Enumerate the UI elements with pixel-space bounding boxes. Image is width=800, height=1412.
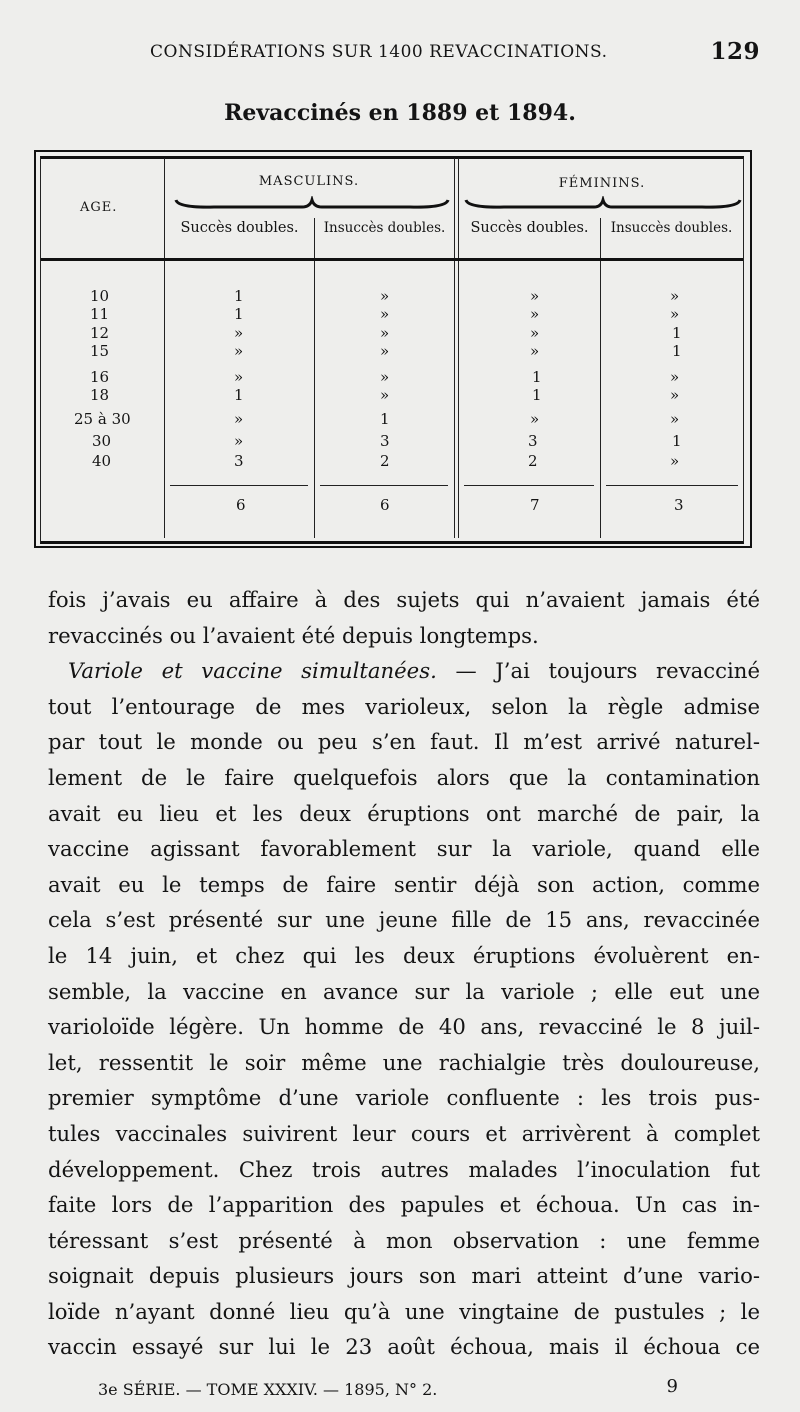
value-cell: » bbox=[670, 410, 680, 428]
age-cell: 30 bbox=[92, 432, 112, 450]
group-brace bbox=[174, 196, 450, 212]
text-line: cela s’est présenté sur une jeune fille de 15 ans, revaccinée bbox=[48, 907, 760, 933]
totals-rule bbox=[320, 485, 448, 486]
value-cell: 1 bbox=[234, 386, 244, 404]
text-line bbox=[48, 653, 760, 689]
text-line: premier symptôme d’une variole confluente : les trois pus- bbox=[48, 1085, 760, 1111]
page-footer bbox=[98, 1376, 678, 1404]
col-rule bbox=[600, 218, 601, 538]
table-title: Revaccinés en 1889 et 1894. bbox=[224, 100, 576, 126]
value-cell: » bbox=[234, 410, 244, 428]
text-line: le 14 juin, et chez qui les deux éruptions évoluèrent en- bbox=[48, 942, 760, 968]
col-rule bbox=[314, 218, 315, 538]
column-header: Insuccès doubles. bbox=[610, 220, 733, 236]
header-rule bbox=[41, 258, 743, 261]
group-rule bbox=[454, 158, 455, 538]
totals-rule bbox=[464, 485, 594, 486]
group-rule bbox=[458, 158, 459, 538]
text-line: varioloïde légère. Un homme de 40 ans, revacciné le 8 juil- bbox=[48, 1014, 760, 1040]
column-header: Succès doubles. bbox=[180, 220, 299, 236]
text-line: fois j’avais eu affaire à des sujets qui n’avaient jamais été bbox=[48, 587, 760, 612]
signature-mark: 3e SÉRIE. — TOME XXXIV. — 1895, N° 2. bbox=[98, 1380, 438, 1399]
totals-rule bbox=[170, 485, 308, 486]
text-line: revaccinés ou l’avaient été depuis longtemps. bbox=[48, 622, 539, 648]
age-cell: 12 bbox=[90, 324, 110, 342]
page-number: 129 bbox=[710, 38, 760, 65]
column-header: Insuccès doubles. bbox=[323, 220, 446, 236]
value-cell: » bbox=[530, 410, 540, 428]
value-cell: 1 bbox=[380, 410, 390, 428]
value-cell: 2 bbox=[380, 452, 390, 470]
text-line: tout l’entourage de mes varioleux, selon la règle admise bbox=[48, 693, 760, 719]
text-line: avait eu lieu et les deux éruptions ont marché de pair, la bbox=[48, 800, 760, 826]
value-cell: 3 bbox=[380, 432, 390, 450]
value-cell: » bbox=[670, 287, 680, 305]
revaccination-table bbox=[34, 150, 752, 548]
value-cell: 1 bbox=[532, 386, 542, 404]
total-cell: 7 bbox=[530, 496, 540, 514]
age-column-header: AGE. bbox=[80, 200, 118, 215]
value-cell: » bbox=[670, 386, 680, 404]
value-cell: » bbox=[234, 342, 244, 360]
text-run: — J’ai toujours revacciné bbox=[436, 658, 760, 684]
value-cell: 1 bbox=[672, 432, 682, 450]
text-line: let, ressentit le soir même une rachialgie très douloureuse, bbox=[48, 1049, 760, 1075]
value-cell: » bbox=[234, 368, 244, 386]
section-heading: Variole et vaccine simultanées. bbox=[68, 658, 437, 684]
value-cell: 3 bbox=[528, 432, 538, 450]
col-rule bbox=[164, 158, 165, 538]
value-cell: » bbox=[380, 287, 390, 305]
text-line: téressant s’est présenté à mon observation : une femme bbox=[48, 1227, 760, 1253]
age-cell: 25 à 30 bbox=[74, 410, 131, 428]
value-cell: » bbox=[380, 342, 390, 360]
text-line: semble, la vaccine en avance sur la variole ; elle eut une bbox=[48, 978, 760, 1004]
group-header-masculins: MASCULINS. bbox=[258, 174, 360, 189]
value-cell: 2 bbox=[528, 452, 538, 470]
value-cell: » bbox=[234, 324, 244, 342]
value-cell: 1 bbox=[672, 342, 682, 360]
value-cell: 1 bbox=[672, 324, 682, 342]
value-cell: 1 bbox=[234, 287, 244, 305]
text-line: par tout le monde ou peu s’en faut. Il m’est arrivé naturel- bbox=[48, 729, 760, 755]
text-line: loïde n’ayant donné lieu qu’à une vingtaine de pustules ; le bbox=[48, 1298, 760, 1324]
age-cell: 15 bbox=[90, 342, 110, 360]
text-line: soignait depuis plusieurs jours son mari atteint d’une vario- bbox=[48, 1263, 760, 1289]
text-line: développement. Chez trois autres malades l’inoculation fut bbox=[48, 1156, 760, 1182]
value-cell: » bbox=[234, 432, 244, 450]
value-cell: » bbox=[530, 324, 540, 342]
running-head-title: CONSIDÉRATIONS SUR 1400 REVACCINATIONS. bbox=[150, 42, 608, 62]
total-cell: 6 bbox=[380, 496, 390, 514]
total-cell: 3 bbox=[674, 496, 684, 514]
value-cell: 1 bbox=[234, 305, 244, 323]
text-line: vaccin essayé sur lui le 23 août échoua, mais il échoua ce bbox=[48, 1334, 760, 1360]
text-line: tules vaccinales suivirent leur cours et arrivèrent à complet bbox=[48, 1120, 760, 1146]
group-header-feminins: FÉMININS. bbox=[558, 176, 646, 191]
value-cell: » bbox=[530, 305, 540, 323]
value-cell: » bbox=[670, 368, 680, 386]
value-cell: » bbox=[380, 386, 390, 404]
column-header: Succès doubles. bbox=[470, 220, 589, 236]
body-text bbox=[48, 582, 760, 1365]
age-cell: 10 bbox=[90, 287, 110, 305]
total-cell: 6 bbox=[236, 496, 246, 514]
value-cell: » bbox=[380, 324, 390, 342]
folio-number: 9 bbox=[666, 1376, 678, 1397]
totals-rule bbox=[606, 485, 738, 486]
text-line: faite lors de l’apparition des papules et échoua. Un cas in- bbox=[48, 1192, 760, 1218]
text-line: lement de le faire quelquefois alors que la contamination bbox=[48, 764, 760, 790]
age-cell: 16 bbox=[90, 368, 110, 386]
value-cell: 3 bbox=[234, 452, 244, 470]
age-cell: 11 bbox=[90, 305, 110, 323]
value-cell: 1 bbox=[532, 368, 542, 386]
text-line: vaccine agissant favorablement sur la variole, quand elle bbox=[48, 836, 760, 862]
value-cell: » bbox=[530, 287, 540, 305]
value-cell: » bbox=[380, 368, 390, 386]
group-brace bbox=[464, 196, 742, 212]
running-head bbox=[150, 38, 760, 68]
value-cell: » bbox=[530, 342, 540, 360]
text-line: avait eu le temps de faire sentir déjà son action, comme bbox=[48, 871, 760, 897]
value-cell: » bbox=[670, 452, 680, 470]
value-cell: » bbox=[670, 305, 680, 323]
value-cell: » bbox=[380, 305, 390, 323]
age-cell: 40 bbox=[92, 452, 112, 470]
age-cell: 18 bbox=[90, 386, 110, 404]
